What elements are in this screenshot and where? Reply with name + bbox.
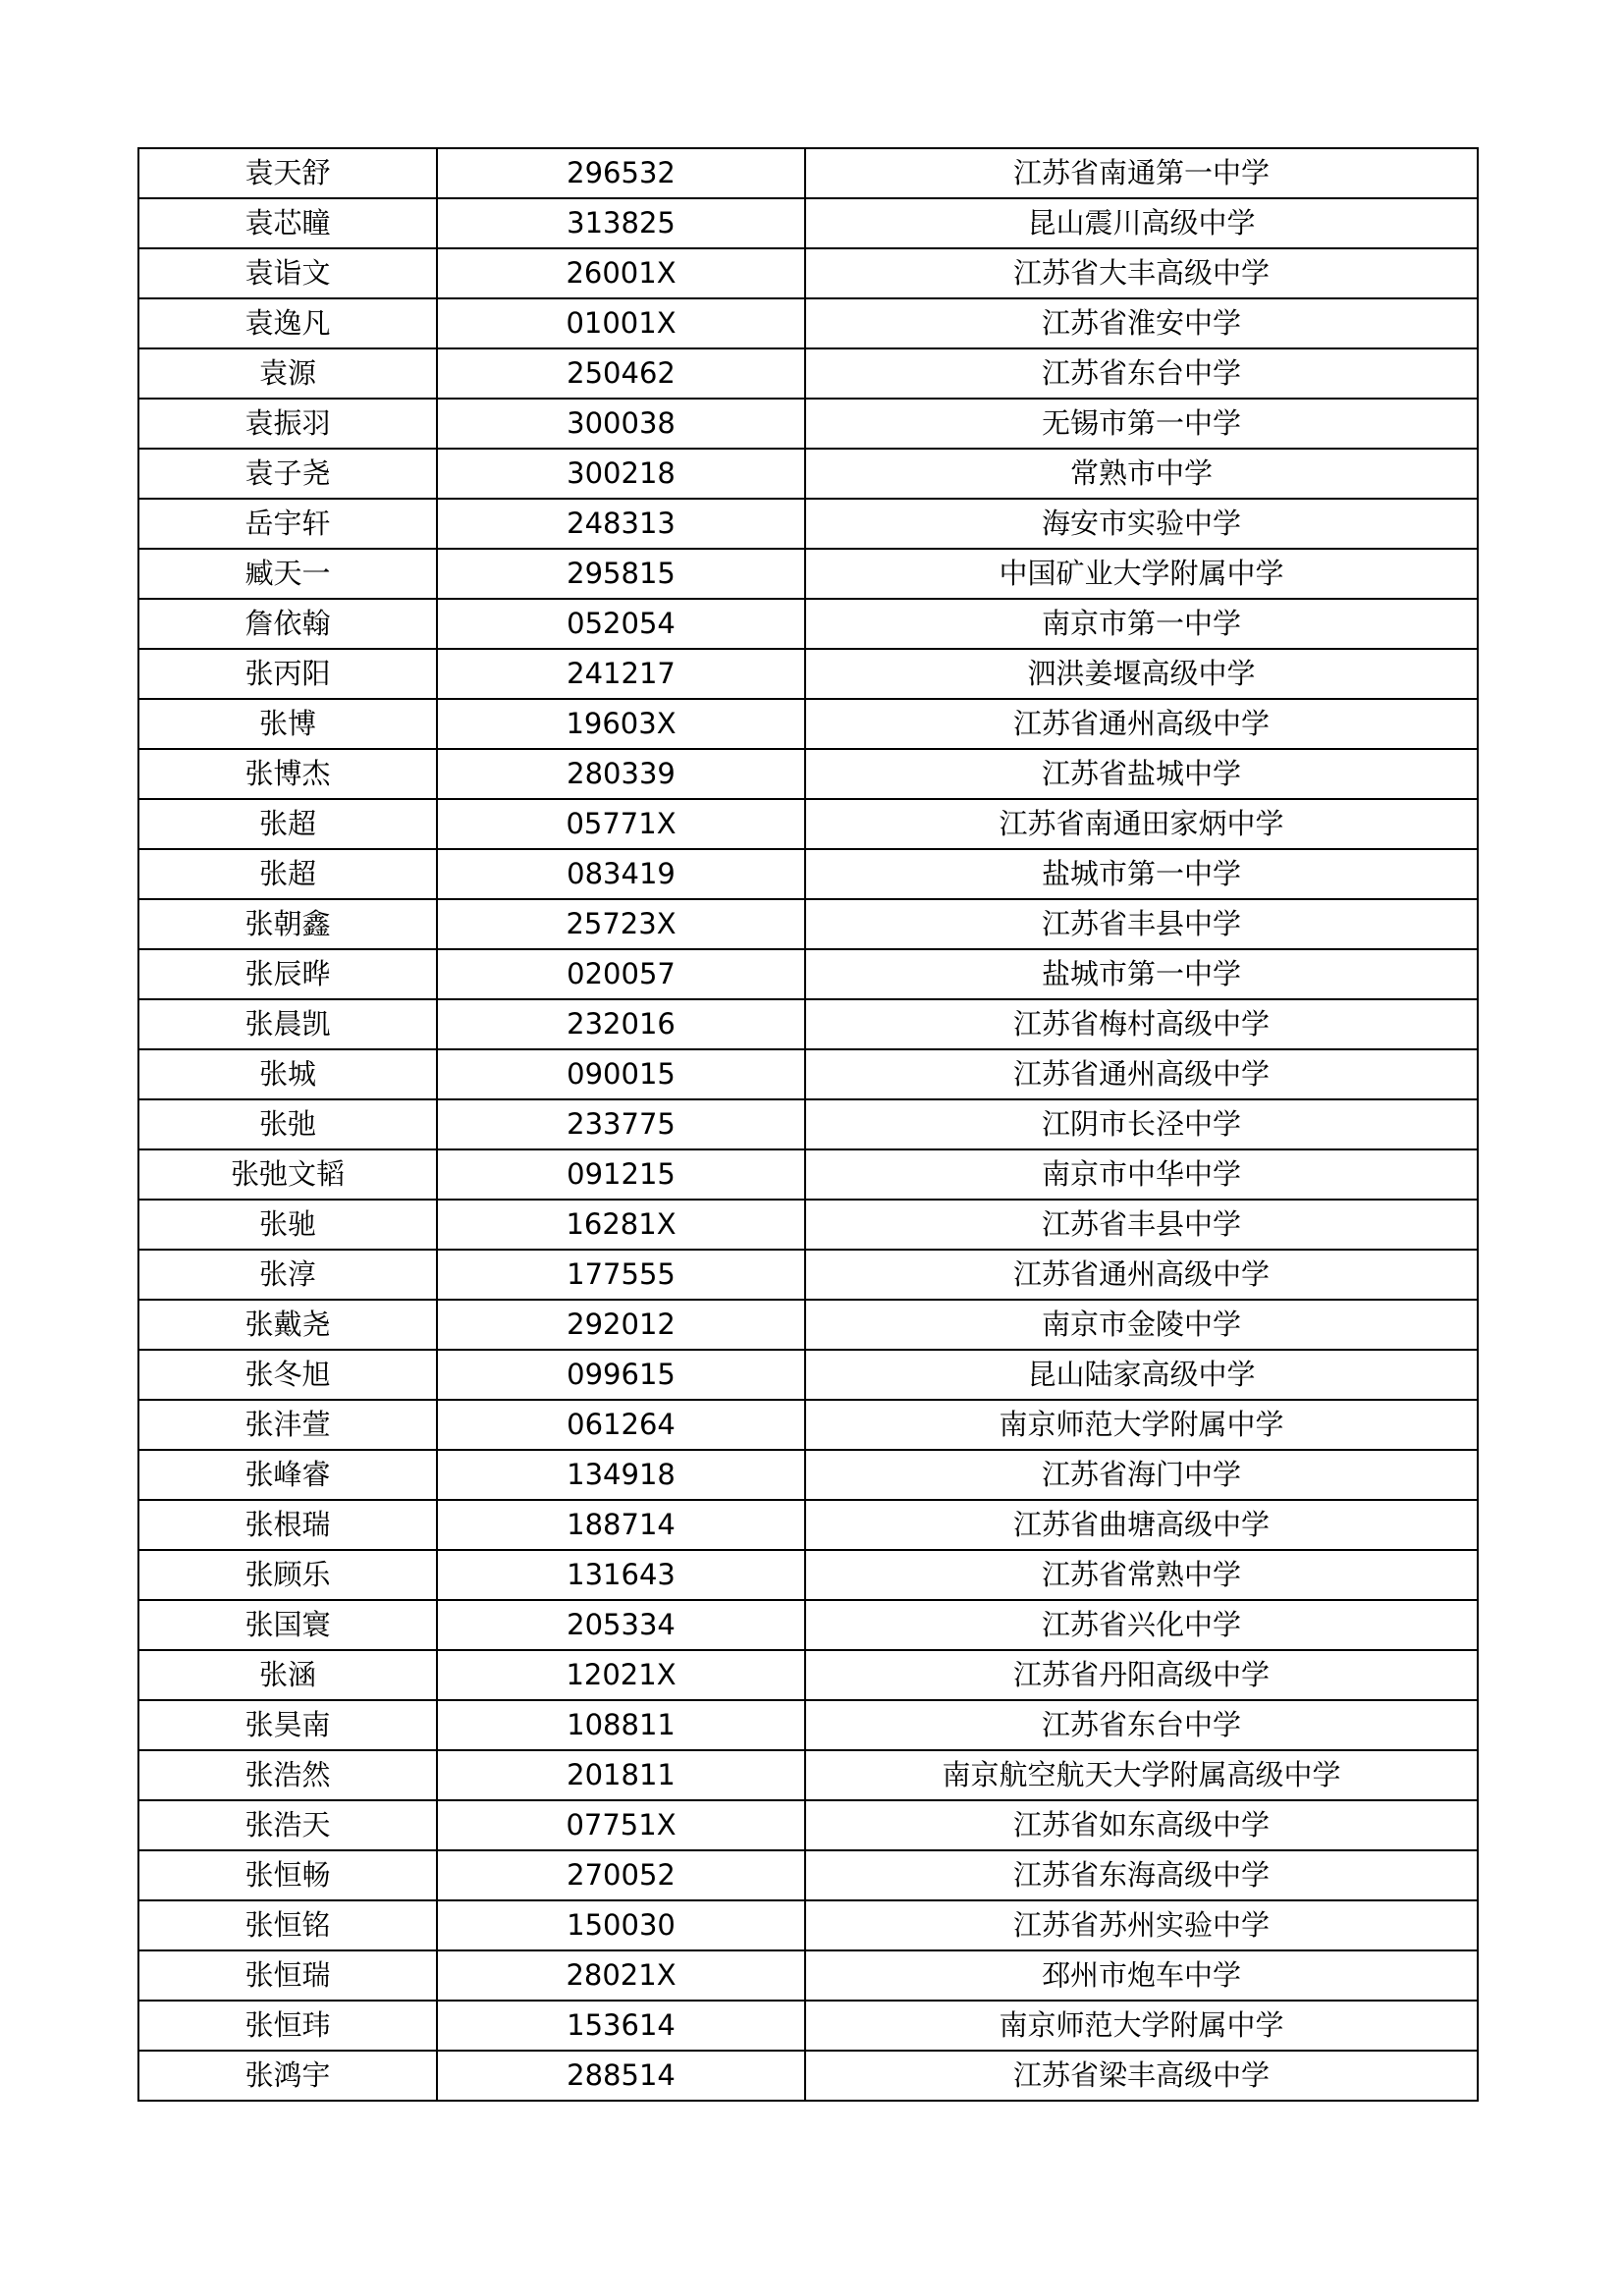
name-cell: 袁振羽 bbox=[138, 399, 437, 449]
school-cell: 江苏省兴化中学 bbox=[805, 1600, 1478, 1650]
name-cell: 张博杰 bbox=[138, 749, 437, 799]
table-row bbox=[138, 1149, 1478, 1200]
table-row bbox=[138, 999, 1478, 1049]
id-cell: 091215 bbox=[437, 1149, 805, 1200]
roster-table bbox=[137, 147, 1479, 2102]
table-row bbox=[138, 1200, 1478, 1250]
name-cell: 张恒铭 bbox=[138, 1900, 437, 1950]
table-row bbox=[138, 649, 1478, 699]
id-cell: 201811 bbox=[437, 1750, 805, 1800]
id-cell: 177555 bbox=[437, 1250, 805, 1300]
id-cell: 26001X bbox=[437, 248, 805, 298]
table-row bbox=[138, 1850, 1478, 1900]
table-row bbox=[138, 1800, 1478, 1850]
name-cell: 张博 bbox=[138, 699, 437, 749]
table-row bbox=[138, 1700, 1478, 1750]
school-cell: 南京市第一中学 bbox=[805, 599, 1478, 649]
name-cell: 张浩然 bbox=[138, 1750, 437, 1800]
name-cell: 张朝鑫 bbox=[138, 899, 437, 949]
name-cell: 张城 bbox=[138, 1049, 437, 1099]
school-cell: 盐城市第一中学 bbox=[805, 849, 1478, 899]
name-cell: 张超 bbox=[138, 799, 437, 849]
table-row bbox=[138, 1950, 1478, 2001]
id-cell: 07751X bbox=[437, 1800, 805, 1850]
id-cell: 061264 bbox=[437, 1400, 805, 1450]
id-cell: 020057 bbox=[437, 949, 805, 999]
school-cell: 江苏省盐城中学 bbox=[805, 749, 1478, 799]
school-cell: 江苏省东台中学 bbox=[805, 348, 1478, 399]
table-row bbox=[138, 2051, 1478, 2101]
school-cell: 江苏省通州高级中学 bbox=[805, 699, 1478, 749]
name-cell: 张恒玮 bbox=[138, 2001, 437, 2051]
table-row bbox=[138, 499, 1478, 549]
school-cell: 盐城市第一中学 bbox=[805, 949, 1478, 999]
school-cell: 江苏省东海高级中学 bbox=[805, 1850, 1478, 1900]
school-cell: 江苏省丹阳高级中学 bbox=[805, 1650, 1478, 1700]
school-cell: 南京航空航天大学附属高级中学 bbox=[805, 1750, 1478, 1800]
name-cell: 张峰睿 bbox=[138, 1450, 437, 1500]
table-row bbox=[138, 1350, 1478, 1400]
id-cell: 01001X bbox=[437, 298, 805, 348]
name-cell: 张顾乐 bbox=[138, 1550, 437, 1600]
table-row bbox=[138, 449, 1478, 499]
id-cell: 188714 bbox=[437, 1500, 805, 1550]
school-cell: 江苏省南通第一中学 bbox=[805, 148, 1478, 198]
id-cell: 292012 bbox=[437, 1300, 805, 1350]
table-row bbox=[138, 2001, 1478, 2051]
id-cell: 153614 bbox=[437, 2001, 805, 2051]
school-cell: 无锡市第一中学 bbox=[805, 399, 1478, 449]
table-row bbox=[138, 699, 1478, 749]
id-cell: 288514 bbox=[437, 2051, 805, 2101]
school-cell: 江苏省南通田家炳中学 bbox=[805, 799, 1478, 849]
school-cell: 江苏省淮安中学 bbox=[805, 298, 1478, 348]
school-cell: 江苏省丰县中学 bbox=[805, 899, 1478, 949]
table-row bbox=[138, 1049, 1478, 1099]
document-page bbox=[137, 147, 1477, 2102]
school-cell: 泗洪姜堰高级中学 bbox=[805, 649, 1478, 699]
name-cell: 张弛 bbox=[138, 1099, 437, 1149]
id-cell: 280339 bbox=[437, 749, 805, 799]
school-cell: 昆山陆家高级中学 bbox=[805, 1350, 1478, 1400]
school-cell: 江苏省东台中学 bbox=[805, 1700, 1478, 1750]
table-row bbox=[138, 1500, 1478, 1550]
table-row bbox=[138, 298, 1478, 348]
name-cell: 张国寰 bbox=[138, 1600, 437, 1650]
name-cell: 袁逸凡 bbox=[138, 298, 437, 348]
school-cell: 邳州市炮车中学 bbox=[805, 1950, 1478, 2001]
name-cell: 袁芯瞳 bbox=[138, 198, 437, 248]
id-cell: 28021X bbox=[437, 1950, 805, 2001]
table-row bbox=[138, 248, 1478, 298]
table-row bbox=[138, 549, 1478, 599]
table-row bbox=[138, 1650, 1478, 1700]
school-cell: 江苏省常熟中学 bbox=[805, 1550, 1478, 1600]
id-cell: 205334 bbox=[437, 1600, 805, 1650]
table-row bbox=[138, 148, 1478, 198]
name-cell: 张昊南 bbox=[138, 1700, 437, 1750]
id-cell: 12021X bbox=[437, 1650, 805, 1700]
id-cell: 300218 bbox=[437, 449, 805, 499]
school-cell: 南京师范大学附属中学 bbox=[805, 2001, 1478, 2051]
table-row bbox=[138, 849, 1478, 899]
school-cell: 中国矿业大学附属中学 bbox=[805, 549, 1478, 599]
id-cell: 108811 bbox=[437, 1700, 805, 1750]
id-cell: 19603X bbox=[437, 699, 805, 749]
table-row bbox=[138, 198, 1478, 248]
name-cell: 张淳 bbox=[138, 1250, 437, 1300]
name-cell: 岳宇轩 bbox=[138, 499, 437, 549]
table-row bbox=[138, 1300, 1478, 1350]
id-cell: 134918 bbox=[437, 1450, 805, 1500]
table-row bbox=[138, 1450, 1478, 1500]
id-cell: 090015 bbox=[437, 1049, 805, 1099]
id-cell: 131643 bbox=[437, 1550, 805, 1600]
school-cell: 江苏省曲塘高级中学 bbox=[805, 1500, 1478, 1550]
table-row bbox=[138, 749, 1478, 799]
id-cell: 099615 bbox=[437, 1350, 805, 1400]
name-cell: 张恒畅 bbox=[138, 1850, 437, 1900]
table-row bbox=[138, 949, 1478, 999]
id-cell: 233775 bbox=[437, 1099, 805, 1149]
name-cell: 詹依翰 bbox=[138, 599, 437, 649]
school-cell: 江苏省丰县中学 bbox=[805, 1200, 1478, 1250]
name-cell: 张恒瑞 bbox=[138, 1950, 437, 2001]
name-cell: 袁源 bbox=[138, 348, 437, 399]
name-cell: 张驰 bbox=[138, 1200, 437, 1250]
name-cell: 张辰晔 bbox=[138, 949, 437, 999]
name-cell: 张根瑞 bbox=[138, 1500, 437, 1550]
id-cell: 150030 bbox=[437, 1900, 805, 1950]
school-cell: 昆山震川高级中学 bbox=[805, 198, 1478, 248]
id-cell: 16281X bbox=[437, 1200, 805, 1250]
table-row bbox=[138, 899, 1478, 949]
id-cell: 296532 bbox=[437, 148, 805, 198]
name-cell: 张丙阳 bbox=[138, 649, 437, 699]
school-cell: 江苏省通州高级中学 bbox=[805, 1049, 1478, 1099]
name-cell: 张弛文韬 bbox=[138, 1149, 437, 1200]
id-cell: 270052 bbox=[437, 1850, 805, 1900]
name-cell: 张涵 bbox=[138, 1650, 437, 1700]
name-cell: 张沣萱 bbox=[138, 1400, 437, 1450]
table-row bbox=[138, 1400, 1478, 1450]
id-cell: 232016 bbox=[437, 999, 805, 1049]
name-cell: 张晨凯 bbox=[138, 999, 437, 1049]
school-cell: 江苏省海门中学 bbox=[805, 1450, 1478, 1500]
name-cell: 张浩天 bbox=[138, 1800, 437, 1850]
name-cell: 张冬旭 bbox=[138, 1350, 437, 1400]
id-cell: 241217 bbox=[437, 649, 805, 699]
school-cell: 江阴市长泾中学 bbox=[805, 1099, 1478, 1149]
name-cell: 袁子尧 bbox=[138, 449, 437, 499]
name-cell: 张超 bbox=[138, 849, 437, 899]
name-cell: 袁天舒 bbox=[138, 148, 437, 198]
table-row bbox=[138, 799, 1478, 849]
table-row bbox=[138, 1550, 1478, 1600]
name-cell: 张鸿宇 bbox=[138, 2051, 437, 2101]
id-cell: 313825 bbox=[437, 198, 805, 248]
school-cell: 南京师范大学附属中学 bbox=[805, 1400, 1478, 1450]
table-row bbox=[138, 1600, 1478, 1650]
school-cell: 海安市实验中学 bbox=[805, 499, 1478, 549]
table-row bbox=[138, 599, 1478, 649]
id-cell: 083419 bbox=[437, 849, 805, 899]
school-cell: 江苏省梅村高级中学 bbox=[805, 999, 1478, 1049]
school-cell: 南京市金陵中学 bbox=[805, 1300, 1478, 1350]
table-row bbox=[138, 348, 1478, 399]
school-cell: 常熟市中学 bbox=[805, 449, 1478, 499]
name-cell: 袁诣文 bbox=[138, 248, 437, 298]
school-cell: 江苏省梁丰高级中学 bbox=[805, 2051, 1478, 2101]
id-cell: 052054 bbox=[437, 599, 805, 649]
table-row bbox=[138, 399, 1478, 449]
school-cell: 江苏省如东高级中学 bbox=[805, 1800, 1478, 1850]
id-cell: 05771X bbox=[437, 799, 805, 849]
table-row bbox=[138, 1099, 1478, 1149]
id-cell: 25723X bbox=[437, 899, 805, 949]
name-cell: 臧天一 bbox=[138, 549, 437, 599]
name-cell: 张戴尧 bbox=[138, 1300, 437, 1350]
table-row bbox=[138, 1900, 1478, 1950]
school-cell: 江苏省大丰高级中学 bbox=[805, 248, 1478, 298]
school-cell: 南京市中华中学 bbox=[805, 1149, 1478, 1200]
id-cell: 295815 bbox=[437, 549, 805, 599]
id-cell: 248313 bbox=[437, 499, 805, 549]
table-row bbox=[138, 1750, 1478, 1800]
id-cell: 300038 bbox=[437, 399, 805, 449]
table-row bbox=[138, 1250, 1478, 1300]
id-cell: 250462 bbox=[437, 348, 805, 399]
school-cell: 江苏省苏州实验中学 bbox=[805, 1900, 1478, 1950]
school-cell: 江苏省通州高级中学 bbox=[805, 1250, 1478, 1300]
